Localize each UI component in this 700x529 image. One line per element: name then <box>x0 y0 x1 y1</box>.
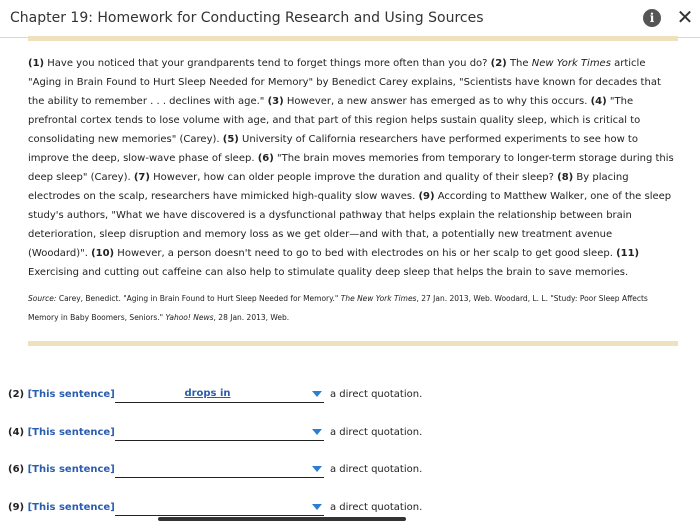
sentence-text: The <box>506 58 532 69</box>
question-label <box>8 389 115 400</box>
dropdown-value: drops in <box>184 388 231 399</box>
question-label <box>8 502 115 513</box>
horizontal-scrollbar[interactable] <box>158 517 406 521</box>
sentence-number: (4) <box>590 96 607 107</box>
sentence-number: (6) <box>257 153 274 164</box>
sentence-tag: [This sentence] <box>27 502 115 513</box>
question-row <box>8 423 608 443</box>
sentence-text: "The prefrontal cortex tends to lose volume with age, and that part of this region helps sustain quality sleep, which is critical to consolidating new memories" (Carey). <box>28 96 641 145</box>
question-number: (4) <box>8 427 25 438</box>
question-number: (9) <box>8 502 25 513</box>
sentence-text: University of California researchers have performed experiments to see how to improve the deep, slow-wave phase of sleep. <box>28 134 638 164</box>
sentence-number: (10) <box>91 248 115 259</box>
answer-dropdown[interactable] <box>115 498 324 516</box>
chevron-down-icon[interactable] <box>312 429 322 435</box>
sentence-number: (8) <box>557 172 574 183</box>
question-tail: a direct quotation. <box>330 389 423 400</box>
page-title: Chapter 19: Homework for Conducting Research and Using Sources <box>10 10 484 26</box>
sentence-text: According to Matthew Walker, one of the sleep study's authors, "What we have discovered is a dysfunctional pathway that helps explain the relationship between brain deterioration, sleep disruption and memory loss as we get older—and with that, a potentially new treatment avenue (Woodard)". <box>28 191 672 259</box>
question-row <box>8 460 608 480</box>
question-tail: a direct quotation. <box>330 502 423 513</box>
source-label: Source: <box>28 294 57 303</box>
chevron-down-icon[interactable] <box>312 466 322 472</box>
sentence-text: Exercising and cutting out caffeine can also help to stimulate quality deep sleep that helps the brain to save memories. <box>28 267 629 278</box>
question-label <box>8 464 115 475</box>
citation-text: Carey, Benedict. "Aging in Brain Found to Hurt Sleep Needed for Memory." <box>56 294 341 303</box>
info-icon[interactable]: i <box>643 9 661 27</box>
divider-bottom <box>28 341 678 346</box>
citation-title: Yahoo! News <box>165 312 214 322</box>
sentence-number: (1) <box>28 58 45 69</box>
sentence-number: (11) <box>616 248 640 259</box>
citation-text: , 27 Jan. 2013, Web. Woodard, L. L. "Study: Poor Sleep Affects Memory in Baby Boomers, Seniors." <box>28 294 648 322</box>
sentence-tag: [This sentence] <box>27 389 115 400</box>
publication-title: New York Times <box>531 58 611 69</box>
question-number: (2) <box>8 389 25 400</box>
sentence-tag: [This sentence] <box>27 464 115 475</box>
question-number: (6) <box>8 464 25 475</box>
sentence-text: However, how can older people improve the duration and quality of their sleep? <box>149 172 558 183</box>
citation-title: The New York Times <box>340 294 417 303</box>
question-tail: a direct quotation. <box>330 464 423 475</box>
sentence-number: (9) <box>418 191 435 202</box>
sentence-number: (7) <box>133 172 150 183</box>
header-bar <box>0 0 700 38</box>
sentence-number: (5) <box>222 134 239 145</box>
citation-text: , 28 Jan. 2013, Web. <box>213 312 290 322</box>
chevron-down-icon[interactable] <box>312 504 322 510</box>
sentence-number: (3) <box>267 96 284 107</box>
sentence-text: Have you noticed that your grandparents tend to forget things more often than you do? <box>44 58 491 69</box>
sentence-text: However, a new answer has emerged as to why this occurs. <box>283 96 591 107</box>
sentence-text: By placing electrodes on the scalp, researchers have mimicked high-quality slow waves. <box>28 172 629 202</box>
sentence-number: (2) <box>490 58 507 69</box>
sentence-tag: [This sentence] <box>27 427 115 438</box>
sentence-text: article "Aging in Brain Found to Hurt Sleep Needed for Memory" by Benedict Carey explains, "Scientists have known for decades that the ability to remember . . . declines with age." <box>28 58 661 107</box>
question-row <box>8 498 608 518</box>
answer-dropdown[interactable] <box>115 460 324 478</box>
sentence-text: "The brain moves memories from temporary to longer-term storage during this deep sleep" (Carey). <box>28 153 674 183</box>
chevron-down-icon[interactable] <box>312 391 322 397</box>
question-label <box>8 427 115 438</box>
close-icon[interactable]: ✕ <box>676 5 694 29</box>
answer-dropdown[interactable] <box>115 423 324 441</box>
answer-dropdown[interactable] <box>115 385 324 403</box>
question-tail: a direct quotation. <box>330 427 423 438</box>
source-citation <box>28 290 674 327</box>
divider-top <box>28 36 678 41</box>
sentence-text: However, a person doesn't need to go to bed with electrodes on his or her scalp to get good sleep. <box>114 248 617 259</box>
passage-text <box>28 54 674 282</box>
question-row <box>8 385 608 405</box>
